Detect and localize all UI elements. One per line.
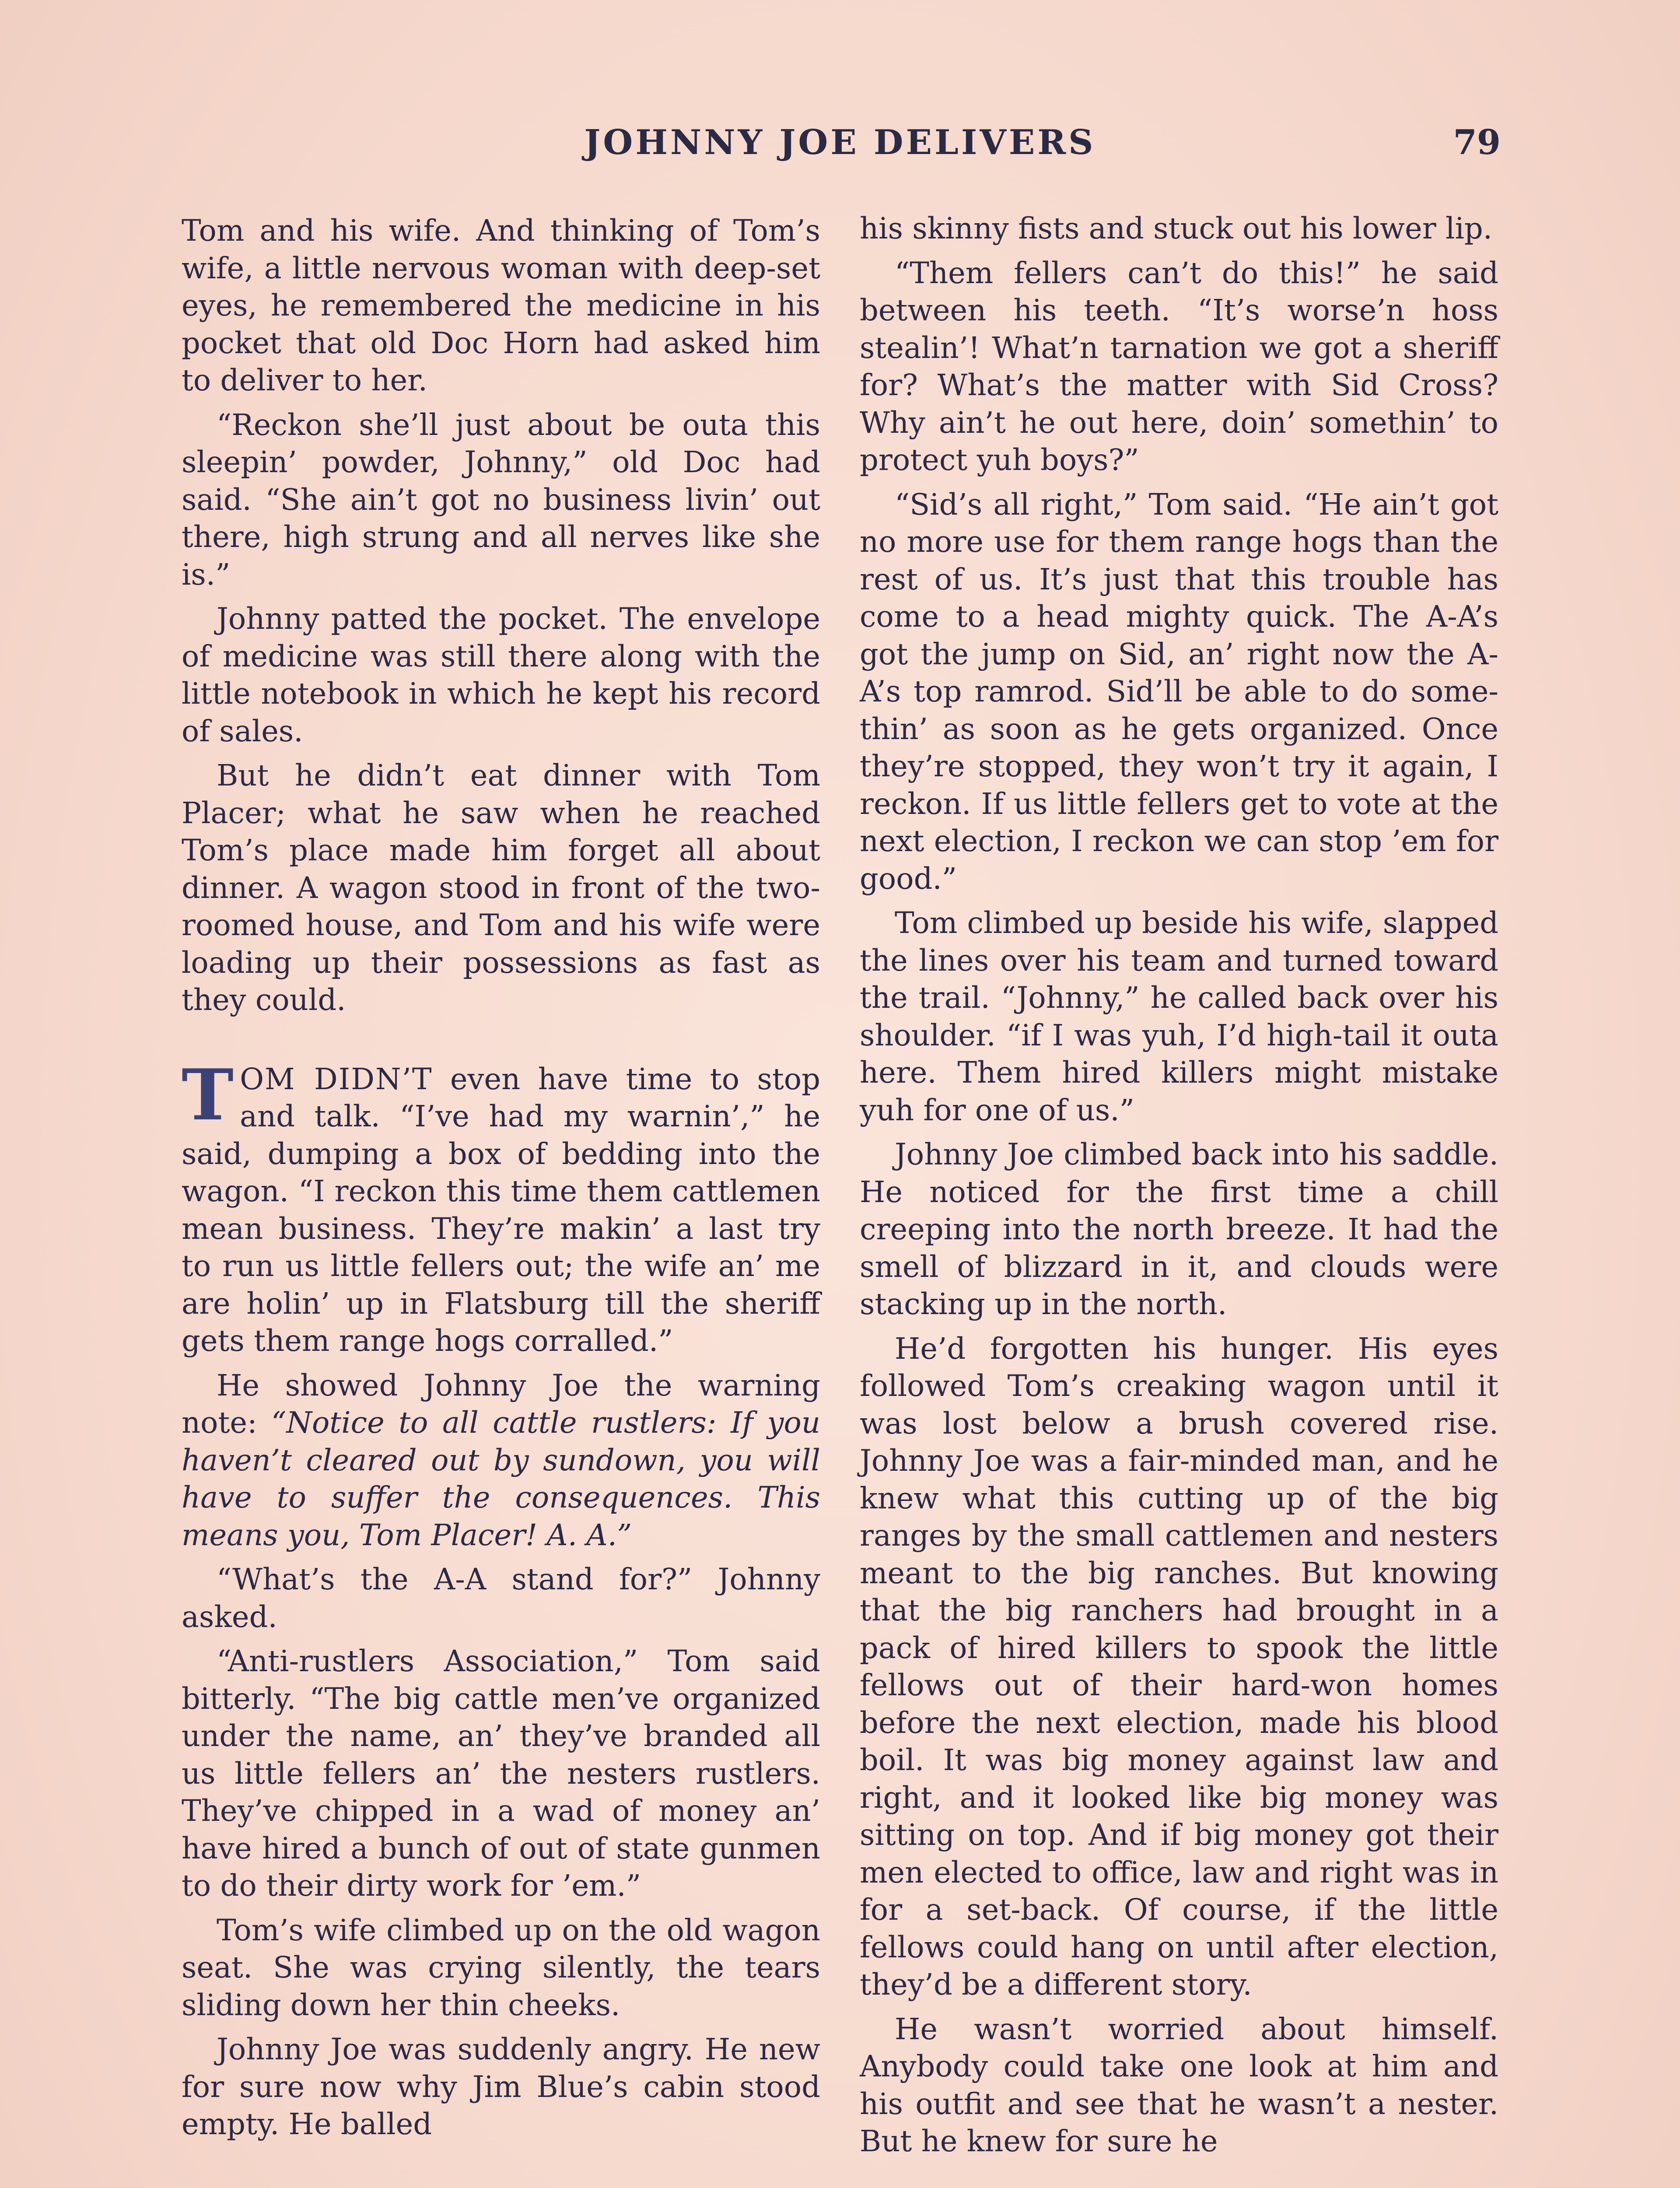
- paragraph-text: He showed Johnny Joe the warning note:: [182, 1368, 820, 1440]
- page-header: [179, 123, 1501, 175]
- paragraph: But he didn’t eat dinner with Tom Placer; what he saw when he reached Tom’s place made him forget all about dinner. A wagon stood in front of the two-roomed house, and Tom and his wife were loading up their possessions as fast as they could.: [182, 758, 820, 1017]
- paragraph: “What’s the A-A stand for?” Johnny asked.: [182, 1562, 820, 1634]
- section-opening-paragraph: [182, 1053, 821, 1360]
- paragraph: Tom and his wife. And thinking of Tom’s wife, a little nervous woman with deep-set eyes, he remembered the medicine in his pocket that old Doc Horn had asked him to deliver to her.: [182, 214, 820, 397]
- page-number: 79: [1453, 123, 1501, 162]
- paragraph: Tom climbed up beside his wife, slapped the lines over his team and turned toward the trail. “Johnny,” he called back over his shoulder. “if I was yuh, I’d high-tail it outa here. Them hired killers might mistake yuh for one of us.”: [860, 906, 1498, 1127]
- paragraph-text: even have time to stop and talk. “I’ve had my warnin’,” he said, dumping a box of bedding into the wagon. “I reckon this time them cattlemen mean business. They’re makin’ a last try to run us little fellers out; the wife an’ me are holin’ up in Flatsburg till the sheriff gets them range hogs corralled.”: [182, 1062, 821, 1358]
- paragraph: He’d forgotten his hunger. His eyes followed Tom’s creaking wagon until it was lost below a brush covered rise. Johnny Joe was a fair-minded man, and he knew what this cutting up of the big ranges by the small cattlemen and nesters meant to the big ranches. But knowing that the big ranchers had brought in a pack of hired killers to spook the little fellows out of their hard-won homes before the next election, made his blood boil. It was big money against law and right, and it looked like big money was sitting on top. And if big money got their men elected to office, law and right was in for a set-back. Of course, if the little fellows could hang on until after election, they’d be a different story.: [860, 1331, 1498, 2002]
- warning-note: “Notice to all cattle rustlers: If you haven’t cleared out by sundown, you will have to suffer the consequences. This means you, Tom Placer! A. A.”: [182, 1406, 821, 1552]
- paragraph: Johnny Joe climbed back into his saddle. He noticed for the first time a chill creeping into the north breeze. It had the smell of blizzard in it, and clouds were stacking up in the north.: [860, 1137, 1498, 1321]
- paragraph: Tom’s wife climbed up on the old wagon seat. She was crying silently, the tears sliding down her thin cheeks.: [182, 1913, 820, 2022]
- paragraph: “Sid’s all right,” Tom said. “He ain’t got no more use for them range hogs than the rest of us. It’s just that this trouble has come to a head mighty quick. The A-A’s got the jump on Sid, an’ right now the A-A’s top ramrod. Sid’ll be able to do somethin’ as soon as he gets organized. Once they’re stopped, they won’t try it again, I reckon. If us little fellers get to vote at the next election, I reckon we can stop ’em for good.”: [860, 487, 1498, 896]
- running-title: JOHNNY JOE DELIVERS: [584, 123, 1096, 162]
- paragraph: “Anti-rustlers Association,” Tom said bitterly. “The big cattle men’ve organized under the name, an’ they’ve branded all us little fellers an’ the nesters rustlers. They’ve chipped in a wad of money an’ have hired a bunch of out of state gunmen to do their dirty work for ’em.”: [182, 1644, 820, 1903]
- paragraph: “Reckon she’ll just about be outa this sleepin’ powder, Johnny,” old Doc had said. “She ain’t got no business livin’ out there, high strung and all nerves like she is.”: [182, 407, 820, 592]
- paragraph: He wasn’t worried about himself. Anybody could take one look at him and his outfit and see that he wasn’t a nester. But he knew for sure he: [860, 2012, 1498, 2158]
- drop-cap: T: [182, 1053, 234, 1136]
- paragraph: his skinny fists and stuck out his lower lip.: [860, 211, 1493, 245]
- paragraph: “Them fellers can’t do this!” he said between his teeth. “It’s worse’n hoss stealin’! What’n tarnation we got a sheriff for? What’s the matter with Sid Cross? Why ain’t he out here, doin’ somethin’ to protect yuh boys?”: [860, 256, 1498, 477]
- left-column: [182, 212, 820, 2150]
- right-column: [860, 210, 1498, 2167]
- paragraph: Johnny Joe was suddenly angry. He new for sure now why Jim Blue’s cabin stood empty. He balled: [182, 2032, 820, 2141]
- paragraph: [182, 1367, 820, 1554]
- lead-in: OM DIDN’T: [240, 1062, 433, 1096]
- paragraph: Johnny patted the pocket. The envelope of medicine was still there along with the little notebook in which he kept his record of sales.: [182, 602, 820, 748]
